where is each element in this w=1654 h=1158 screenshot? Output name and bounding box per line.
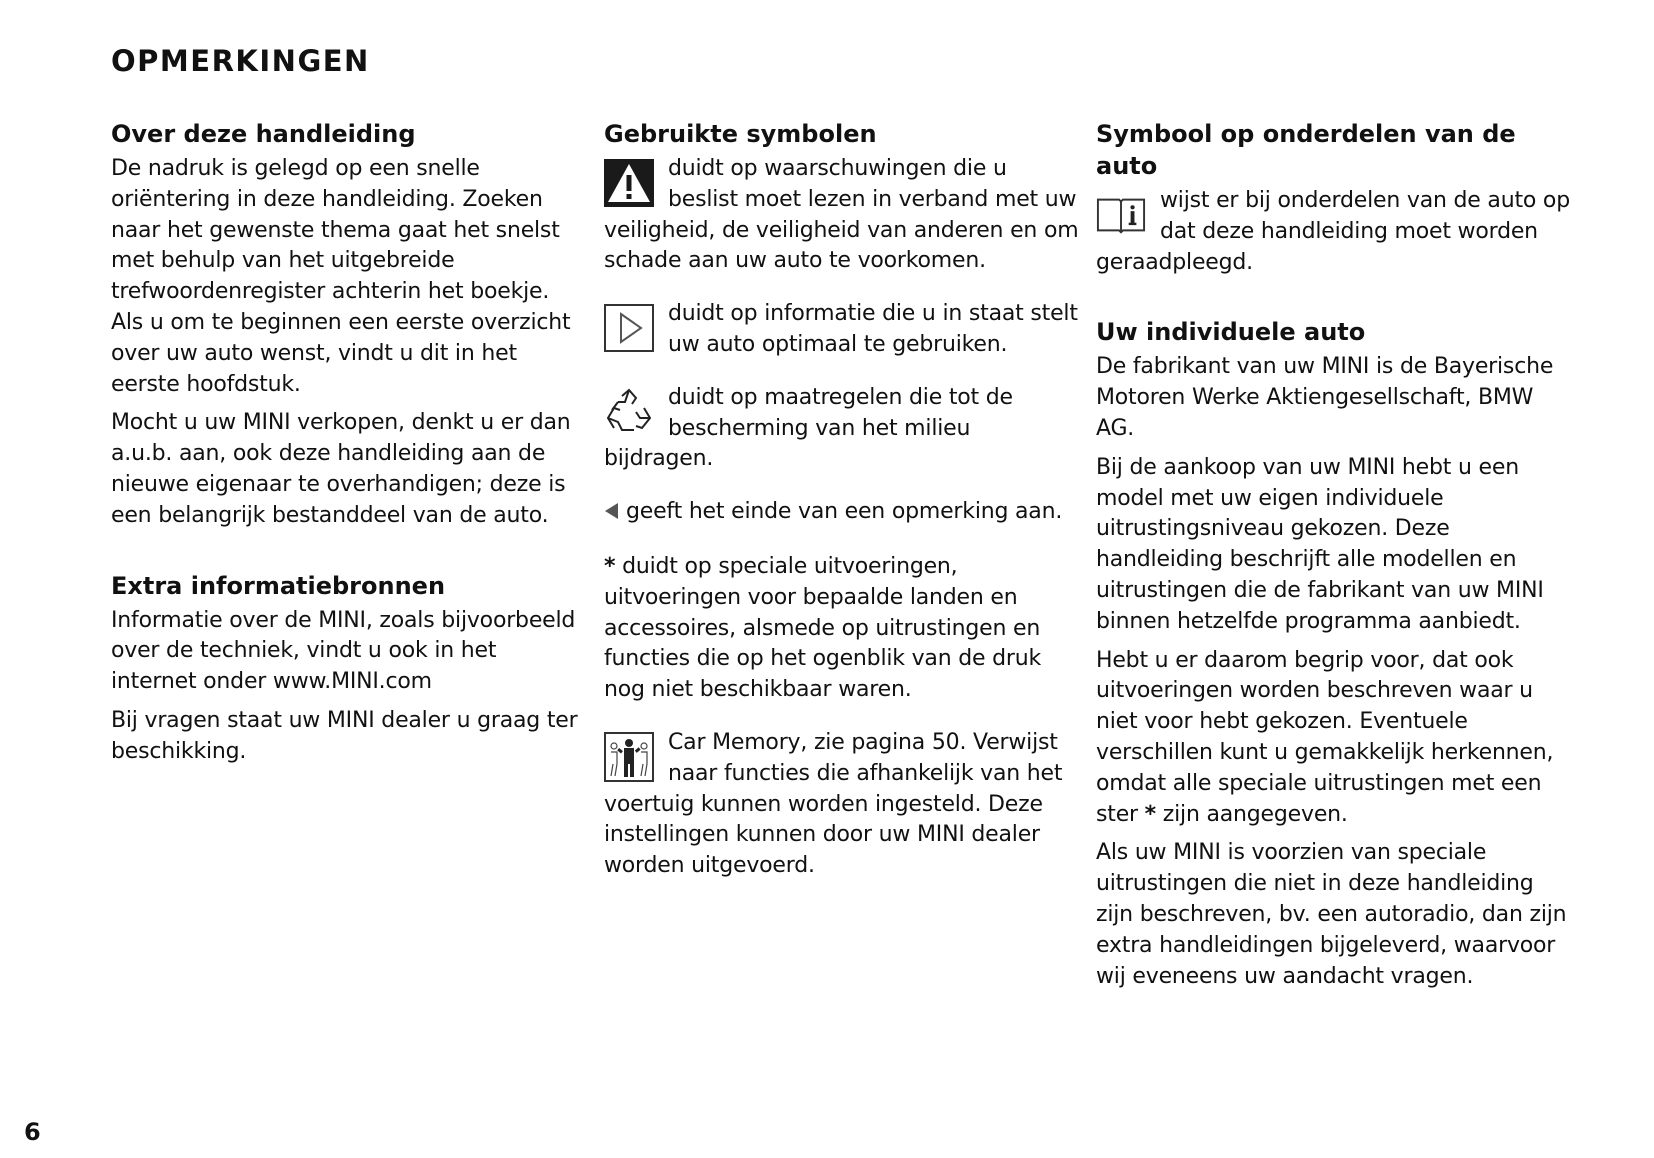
symbol-warning-block [604,154,1079,277]
paragraph-dealer: Bij vragen staat uw MINI dealer u graag ter beschikking. [111,707,578,764]
section-heading-individual-car: Uw individuele auto [1096,318,1366,347]
symbol-end-block [604,497,1079,530]
recycle-icon [604,387,654,437]
page-number: 6 [24,1118,41,1146]
paragraph-star-text-after: zijn aangegeven. [1162,801,1348,827]
play-triangle-box-icon [604,303,654,353]
symbol-memory-block [604,728,1079,882]
symbol-recycle-text: duidt op maatregelen die tot de bescherming van het milieu bijdragen. [604,384,1013,472]
symbol-memory-text: Car Memory, zie pagina 50. Verwijst naar functies die afhankelijk van het voertuig kunnen worden ingesteld. Deze instellingen kunnen door uw MINI dealer worden uitgevoerd. [604,729,1063,879]
book-info-icon [1096,190,1146,240]
symbol-info-block [604,299,1079,361]
symbol-book-block [1096,186,1574,278]
column-left [111,118,586,776]
paragraph-manufacturer: De fabrikant van uw MINI is de Bayerische Motoren Werke Aktiengesellschaft, BMW AG. [1096,354,1554,441]
symbol-warning-text: duidt op waarschuwingen die u beslist moet lezen in verband met uw veiligheid, de veiligheid van anderen en om schade aan uw auto te voorkomen. [604,156,1079,274]
symbol-book-text: wijst er bij onderdelen van de auto op dat deze handleiding moet worden geraadpleegd. [1096,188,1570,275]
section-heading-extra-sources: Extra informatiebronnen [111,571,446,600]
section-heading-symbol-on-parts: Symbool op onderdelen van de auto [1096,120,1516,180]
paragraph-star-text-before: Hebt u er daarom begrip voor, dat ook uitvoeringen worden beschreven waar u niet voor hebt gekozen. Eventuele verschillen kunt u gemakkelijk herkennen, omdat alle speciale uitrustingen met een ster [1096,647,1554,827]
paragraph-orientation: De nadruk is gelegd op een snelle oriëntering in deze handleiding. Zoeken naar het gewenste thema gaat het snelst met behulp van het uitgebreide trefwoordenregister achterin het boekje. Als u om te beginnen een eerste overzicht over uw auto wenst, vindt u dit in het eerste hoofdstuk. [111,156,571,397]
symbol-info-text: duidt op informatie die u in staat stelt uw auto optimaal te gebruiken. [668,301,1078,357]
star-symbol-inline: * [1144,801,1156,827]
section-heading-symbols: Gebruikte symbolen [604,120,877,148]
section-heading-about-manual: Over deze handleiding [111,120,416,148]
star-symbol: * [604,553,616,579]
symbol-recycle-block [604,383,1079,475]
warning-triangle-icon [604,158,654,208]
paragraph-star-equipment [1096,646,1574,831]
symbol-star-block [604,552,1079,706]
paragraph-internet-info: Informatie over de MINI, zoals bijvoorbeeld over de techniek, vindt u ook in het internet onder www.MINI.com [111,607,576,695]
symbol-star-text: duidt op speciale uitvoeringen, uitvoeringen voor bepaalde landen en accessoires, alsmede op uitrustingen en functies die op het ogenblik van de druk nog niet beschikbaar waren. [604,553,1042,703]
column-middle [604,118,1079,890]
symbol-end-text: geeft het einde van een opmerking aan. [626,499,1063,525]
paragraph-extra-manuals: Als uw MINI is voorzien van speciale uitrustingen die niet in deze handleiding zijn beschreven, bv. een autoradio, dan zijn extra handleidingen bijgeleverd, waarvoor wij eveneens uw aandacht vragen. [1096,840,1567,989]
end-triangle-icon [604,499,620,530]
column-right [1096,118,1574,1000]
car-memory-icon [604,732,654,782]
paragraph-equipment: Bij de aankoop van uw MINI hebt u een model met uw eigen individuele uitrustingsniveau gekozen. Deze handleiding beschrijft alle modellen en uitrustingen die de fabrikant van uw MINI binnen hetzelfde programma aanbiedt. [1096,454,1544,634]
paragraph-selling: Mocht u uw MINI verkopen, denkt u er dan a.u.b. aan, ook deze handleiding aan de nieuwe eigenaar te overhandigen; deze is een belangrijk bestanddeel van de auto. [111,410,571,528]
page-title: OPMERKINGEN [111,44,370,78]
